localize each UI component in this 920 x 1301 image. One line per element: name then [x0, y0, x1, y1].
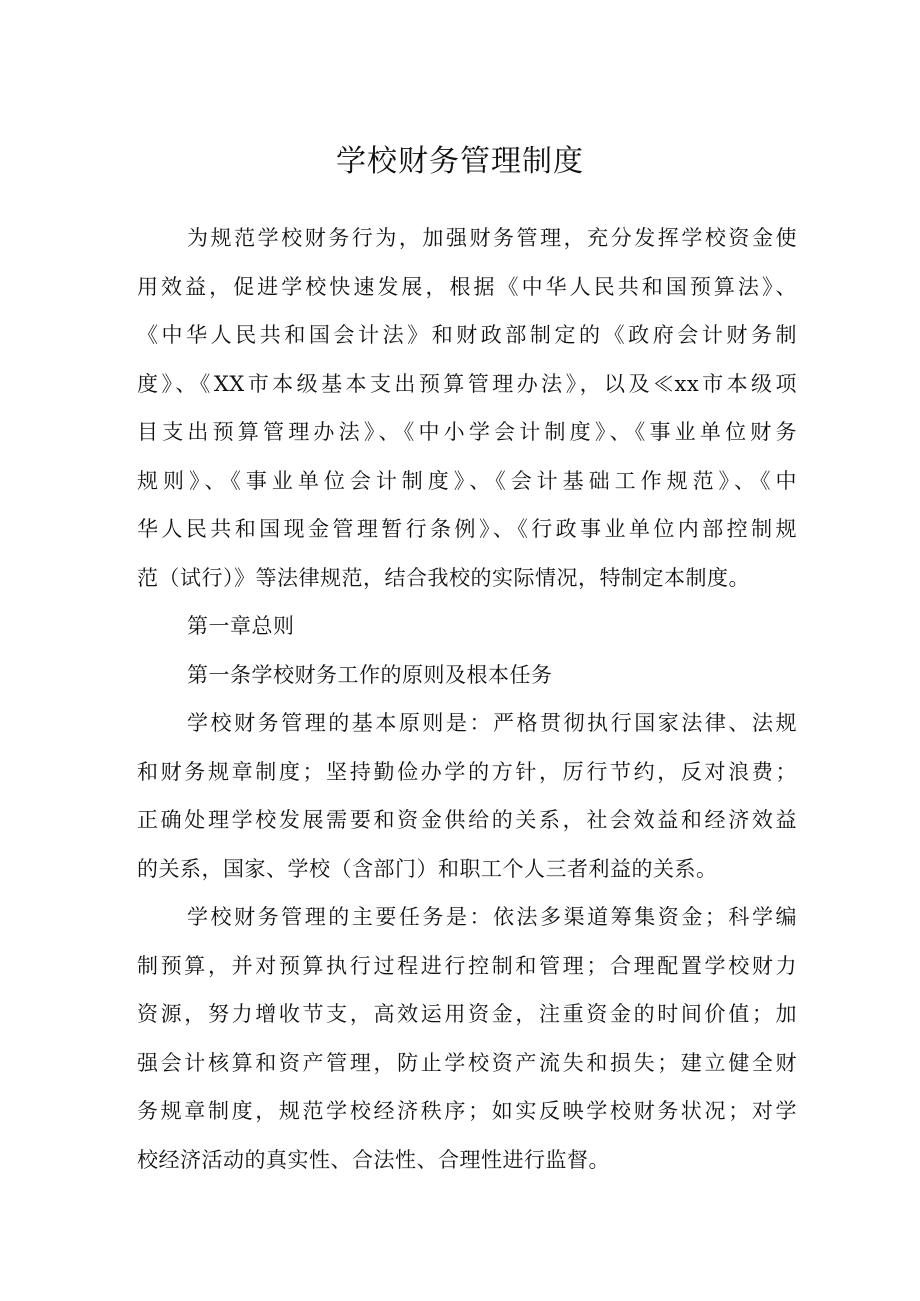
text-line: 的关系，国家、学校（含部门）和职工个人三者利益的关系。 [137, 856, 718, 881]
text-line: 第一条学校财务工作的原则及根本任务 [187, 662, 553, 687]
text-line: 学校财务管理的基本原则是：严格贯彻执行国家法律、法规 [187, 711, 797, 735]
text-line: 度》、《XX市本级基本支出预算管理办法》，以及≪xx市本级项 [137, 371, 797, 396]
text-line: 范（试行）》等法律规范，结合我校的实际情况，特制定本制度。 [137, 565, 750, 590]
document-title: 学校财务管理制度 [336, 144, 584, 179]
text-line: 务规章制度，规范学校经济秩序；如实反映学校财务状况；对学 [137, 1099, 797, 1123]
article-heading [137, 651, 797, 700]
document-body [137, 214, 797, 1184]
text-line: 为规范学校财务行为，加强财务管理，充分发挥学校资金使 [187, 226, 797, 250]
text-line: 规则》、《事业单位会计制度》、《会计基础工作规范》、《中 [137, 468, 797, 493]
text-line: 强会计核算和资产管理，防止学校资产流失和损失；建立健全财 [137, 1050, 797, 1075]
text-line: 制预算，并对预算执行过程进行控制和管理；合理配置学校财力 [137, 953, 797, 978]
chapter-heading [137, 602, 797, 651]
paragraph-principles [137, 699, 797, 893]
text-line: 校经济活动的真实性、合法性、合理性进行监督。 [137, 1147, 610, 1172]
text-line: 目支出预算管理办法》、《中小学会计制度》、《事业单位财务 [137, 420, 797, 444]
text-line: 第一章总则 [187, 614, 295, 638]
paragraph-tasks [137, 893, 797, 1184]
text-line: 学校财务管理的主要任务是：依法多渠道筹集资金；科学编 [187, 905, 797, 929]
text-line: 和财务规章制度；坚持勤俭办学的方针，厉行节约，反对浪费； [137, 759, 797, 784]
text-line: 《中华人民共和国会计法》和财政部制定的《政府会计财务制 [137, 323, 797, 347]
text-line: 用效益，促进学校快速发展，根据《中华人民共和国预算法》、 [137, 274, 797, 299]
text-line: 正确处理学校发展需要和资金供给的关系，社会效益和经济效益 [137, 808, 797, 832]
text-line: 资源，努力增收节支，高效运用资金，注重资金的时间价值；加 [137, 1002, 797, 1026]
text-line: 华人民共和国现金管理暂行条例》、《行政事业单位内部控制规 [137, 517, 797, 541]
paragraph-intro [137, 214, 797, 602]
